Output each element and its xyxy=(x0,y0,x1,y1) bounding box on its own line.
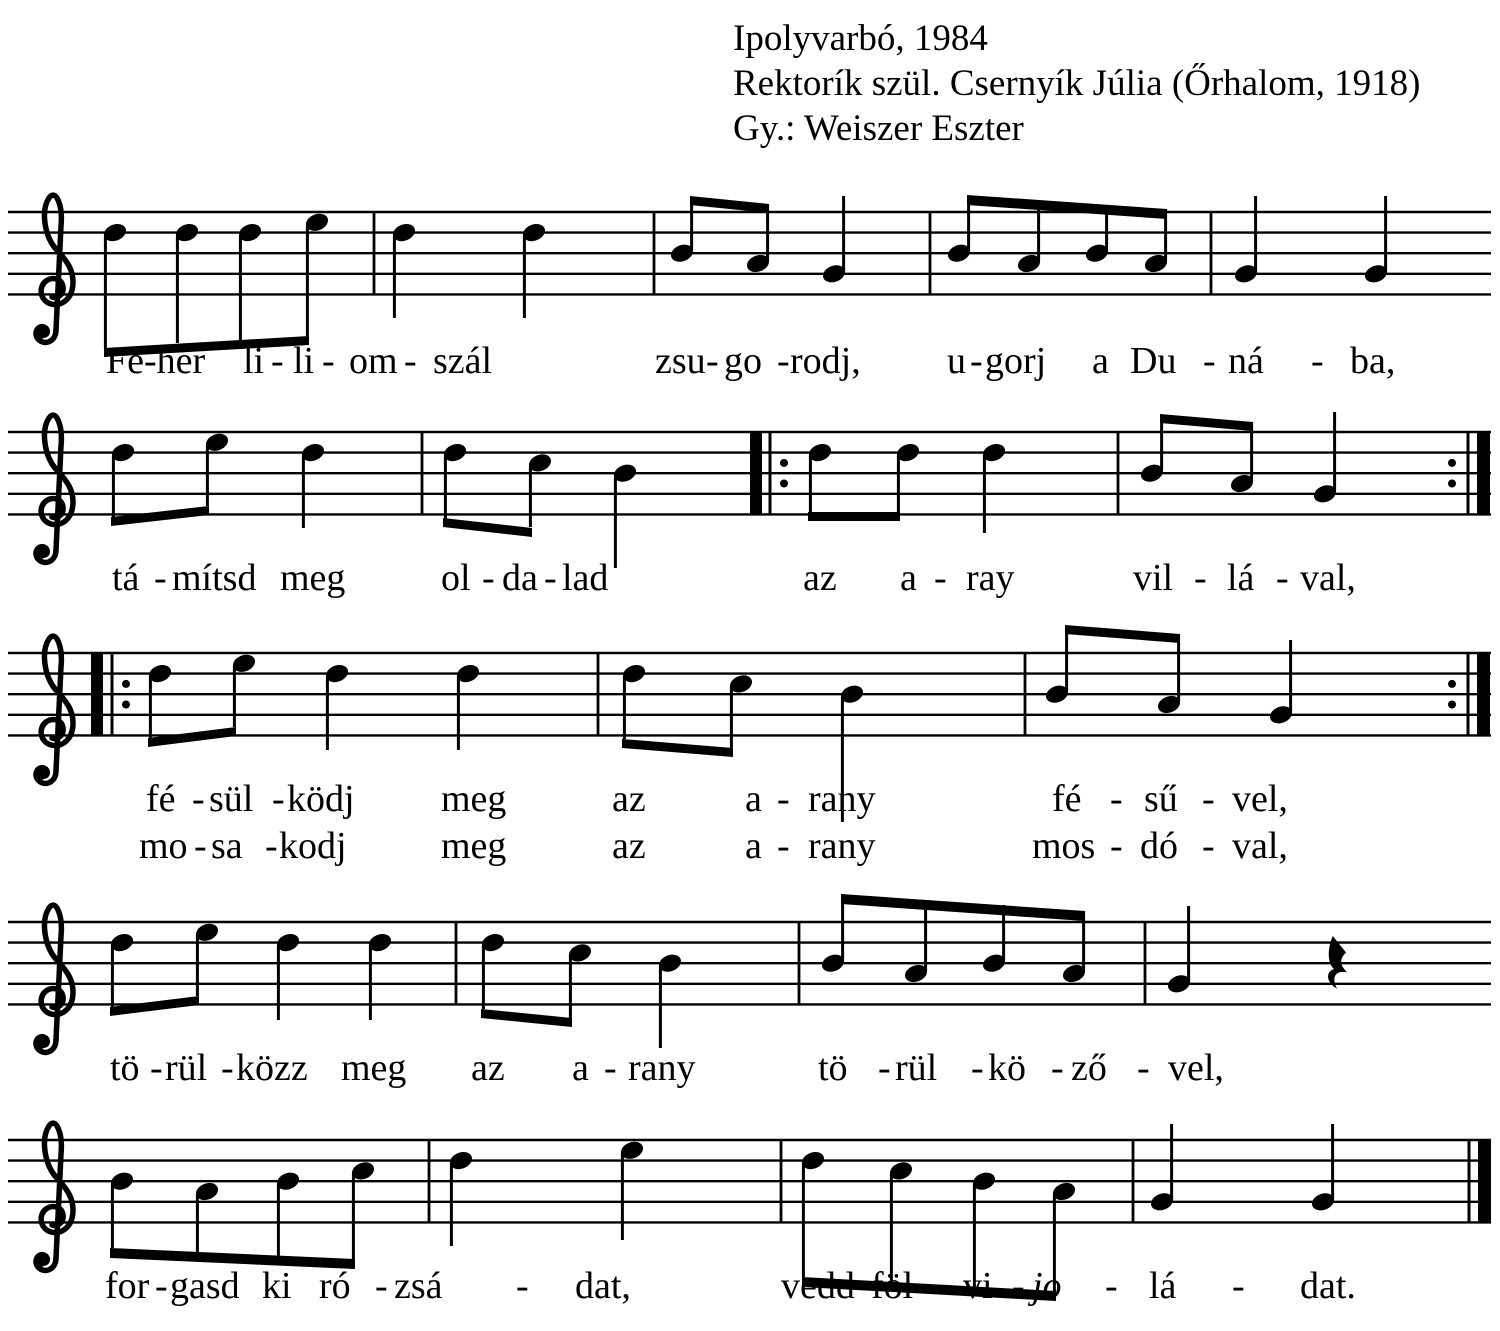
lyric-syllable: rany xyxy=(628,1047,696,1089)
lyric-syllable: vel, xyxy=(1232,778,1288,820)
lyric-syllable: sül xyxy=(209,778,254,820)
lyric-syllable: a xyxy=(745,825,762,867)
repeat-dot xyxy=(780,480,788,488)
beam xyxy=(111,506,209,526)
lyric-syllable: zsá xyxy=(394,1265,443,1307)
lyric-syllable: gasd xyxy=(170,1265,240,1307)
lyric-hyphen: - xyxy=(1203,340,1216,382)
repeat-begin-thick-bar xyxy=(91,652,103,736)
lyric-syllable: az xyxy=(612,778,646,820)
beam xyxy=(690,196,769,213)
lyric-syllable: ró xyxy=(319,1265,351,1307)
lyric-syllable: az xyxy=(612,825,646,867)
treble-clef-stroke xyxy=(41,636,73,771)
lyric-hyphen: - xyxy=(777,825,790,867)
lyric-syllable: rül xyxy=(165,1047,208,1089)
lyric-hyphen: - xyxy=(482,557,495,599)
lyric-hyphen: - xyxy=(404,340,417,382)
lyric-hyphen: - xyxy=(1232,1265,1245,1307)
lyric-syllable: lad xyxy=(562,557,609,599)
lyric-syllable: sű xyxy=(1144,778,1178,820)
beam xyxy=(443,518,532,537)
treble-clef-icon xyxy=(36,905,73,1052)
repeat-dot xyxy=(122,701,130,709)
lyric-syllable: mo xyxy=(139,825,188,867)
lyric-syllable: rül xyxy=(895,1047,938,1089)
lyric-syllable: meg xyxy=(280,557,346,599)
lyric-syllable: ki xyxy=(262,1265,292,1307)
beam xyxy=(1065,625,1180,643)
lyric-syllable: tö xyxy=(818,1047,848,1089)
lyric-syllable: om xyxy=(349,340,398,382)
lyric-syllable: gorj xyxy=(985,340,1047,382)
repeat-dot xyxy=(122,680,130,688)
lyric-hyphen: - xyxy=(878,1047,891,1089)
lyric-hyphen: - xyxy=(1110,778,1123,820)
lyric-syllable: mos xyxy=(1032,825,1096,867)
lyric-syllable: a xyxy=(900,557,917,599)
beam xyxy=(148,727,236,747)
lyric-syllable: tö xyxy=(110,1047,140,1089)
lyric-syllable: ködj xyxy=(287,778,355,820)
beam xyxy=(808,512,900,521)
lyric-hyphen: - xyxy=(1311,340,1324,382)
treble-clef-icon xyxy=(36,1123,73,1270)
treble-clef-stroke xyxy=(41,905,73,1040)
repeat-end-thick-bar xyxy=(1477,431,1490,515)
treble-clef-icon xyxy=(36,195,73,342)
lyric-hyphen: - xyxy=(604,1047,617,1089)
lyric-syllable: közz xyxy=(236,1047,308,1089)
lyric-syllable: ray xyxy=(966,557,1015,599)
lyric-syllable: u xyxy=(947,340,966,382)
lyric-hyphen: - xyxy=(516,1265,529,1307)
treble-clef-stroke xyxy=(41,415,73,550)
lyric-syllable: rodj, xyxy=(790,340,861,382)
repeat-begin-thick-bar xyxy=(750,431,762,515)
lyric-syllable: kö xyxy=(988,1047,1026,1089)
lyric-syllable: dat. xyxy=(1300,1265,1356,1307)
beam xyxy=(481,1009,572,1027)
lyric-syllable: li xyxy=(293,340,315,382)
repeat-dot xyxy=(1448,680,1456,688)
lyric-hyphen: - xyxy=(1051,1047,1064,1089)
lyric-syllable: dó xyxy=(1140,825,1178,867)
lyric-syllable: az xyxy=(803,557,837,599)
beam xyxy=(110,996,199,1016)
lyric-syllable: tá xyxy=(112,557,140,599)
lyric-syllable: lá xyxy=(1227,557,1255,599)
lyric-hyphen: - xyxy=(777,340,790,382)
lyric-syllable: vi xyxy=(963,1265,993,1307)
lyric-syllable: meg xyxy=(341,1047,407,1089)
lyric-syllable: az xyxy=(471,1047,505,1089)
lyric-syllable: vel, xyxy=(1168,1047,1224,1089)
lyric-hyphen: - xyxy=(1137,1047,1150,1089)
lyric-hyphen: - xyxy=(150,1047,163,1089)
lyric-hyphen: - xyxy=(272,778,285,820)
lyric-syllable: kodj xyxy=(279,825,347,867)
lyric-hyphen: - xyxy=(1202,825,1215,867)
lyric-syllable: a xyxy=(745,778,762,820)
lyric-hyphen: - xyxy=(1194,557,1207,599)
lyric-hyphen: - xyxy=(154,557,167,599)
lyric-hyphen: - xyxy=(1110,825,1123,867)
treble-clef-dot xyxy=(36,770,46,780)
treble-clef-dot xyxy=(36,549,46,559)
lyric-syllable: sa xyxy=(211,825,243,867)
lyric-syllable: a xyxy=(1092,340,1109,382)
lyric-hyphen: - xyxy=(544,557,557,599)
lyric-syllable: ná xyxy=(1228,340,1264,382)
lyric-syllable: jo xyxy=(1032,1265,1062,1307)
treble-clef-stroke xyxy=(41,1123,73,1258)
lyric-syllable: vil xyxy=(1133,557,1174,599)
lyric-syllable: mítsd xyxy=(172,557,257,599)
lyric-hyphen: - xyxy=(1276,557,1289,599)
beam xyxy=(841,894,1085,921)
lyric-syllable: da xyxy=(502,557,538,599)
lyric-syllable: fé xyxy=(1052,778,1082,820)
lyric-syllable: meg xyxy=(441,778,507,820)
lyric-syllable: a xyxy=(572,1047,589,1089)
lyric-hyphen: - xyxy=(322,340,335,382)
lyric-syllable: vedd xyxy=(781,1265,855,1307)
beam xyxy=(622,739,733,757)
lyric-syllable: rany xyxy=(808,778,876,820)
repeat-dot xyxy=(780,459,788,467)
lyric-syllable: ba, xyxy=(1350,340,1396,382)
lyric-hyphen: - xyxy=(971,1047,984,1089)
repeat-dot xyxy=(1448,459,1456,467)
lyric-syllable: Du xyxy=(1130,340,1177,382)
header-collector: Gy.: Weiszer Eszter xyxy=(733,108,1024,149)
treble-clef-stroke xyxy=(41,195,73,330)
repeat-dot xyxy=(1448,480,1456,488)
lyric-hyphen: - xyxy=(265,825,278,867)
final-thick-bar xyxy=(1478,1139,1491,1223)
header-place-year: Ipolyvarbó, 1984 xyxy=(733,18,988,59)
lyric-hyphen: - xyxy=(155,1265,168,1307)
lyric-hyphen: - xyxy=(970,340,983,382)
treble-clef-icon xyxy=(36,636,73,783)
beam xyxy=(1160,414,1253,431)
header-informant: Rektorík szül. Csernyík Júlia (Őrhalom, 1918) xyxy=(733,63,1421,104)
lyric-hyphen: - xyxy=(1012,1265,1025,1307)
lyric-syllable: for xyxy=(105,1265,150,1307)
lyric-syllable: dat, xyxy=(575,1265,631,1307)
treble-clef-icon xyxy=(36,415,73,562)
lyric-hyphen: - xyxy=(1202,778,1215,820)
lyric-syllable: li xyxy=(243,340,265,382)
lyric-syllable: Fe-hér xyxy=(106,340,206,382)
repeat-end-thick-bar xyxy=(1477,652,1490,736)
lyric-syllable: zsu xyxy=(655,340,706,382)
lyric-syllable: go xyxy=(724,340,762,382)
lyric-syllable: föl xyxy=(871,1265,914,1307)
lyric-syllable: val, xyxy=(1300,557,1356,599)
lyric-syllable: rany xyxy=(808,825,876,867)
lyric-syllable: fé xyxy=(146,778,176,820)
treble-clef-dot xyxy=(36,329,46,339)
lyric-hyphen: - xyxy=(192,778,205,820)
repeat-dot xyxy=(1448,701,1456,709)
lyric-hyphen: - xyxy=(194,825,207,867)
treble-clef-dot xyxy=(36,1039,46,1049)
lyric-syllable: ol xyxy=(441,557,471,599)
lyric-syllable: val, xyxy=(1232,825,1288,867)
lyric-hyphen: - xyxy=(271,340,284,382)
lyric-syllable: ző xyxy=(1071,1047,1107,1089)
lyric-hyphen: - xyxy=(777,778,790,820)
lyric-hyphen: - xyxy=(706,340,719,382)
lyric-hyphen: - xyxy=(221,1047,234,1089)
treble-clef-dot xyxy=(36,1257,46,1267)
beam xyxy=(967,195,1167,219)
lyric-hyphen: - xyxy=(1105,1265,1118,1307)
lyric-syllable: szál xyxy=(433,340,493,382)
lyric-syllable: lá xyxy=(1149,1265,1177,1307)
lyric-hyphen: - xyxy=(934,557,947,599)
lyric-hyphen: - xyxy=(375,1265,388,1307)
lyric-syllable: meg xyxy=(441,825,507,867)
